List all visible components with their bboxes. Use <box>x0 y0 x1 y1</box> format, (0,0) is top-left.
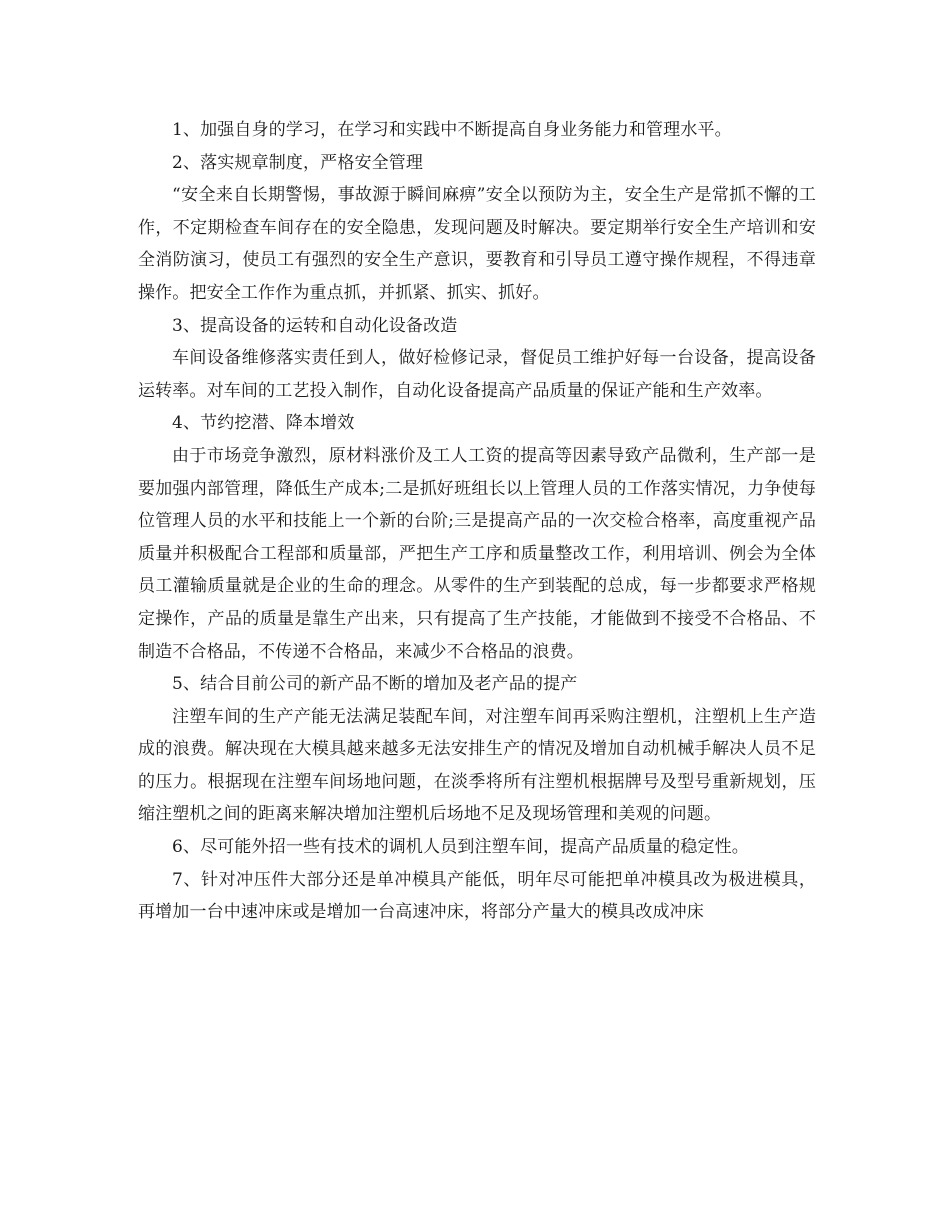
paragraph-item-1: 1、加强自身的学习，在学习和实践中不断提高自身业务能力和管理水平。 <box>172 120 732 140</box>
document-body <box>138 114 816 929</box>
paragraph-heading-4: 4、节约挖潜、降本增效 <box>172 413 355 434</box>
paragraph-heading-5: 5、结合目前公司的新产品不断的增加及老产品的提产 <box>172 674 578 695</box>
paragraph-heading-3: 3、提高设备的运转和自动化设备改造 <box>172 315 458 336</box>
paragraph-heading-2: 2、落实规章制度，严格安全管理 <box>172 152 424 173</box>
paragraph-body: 由于市场竞争激烈，原材料涨价及工人工资的提高等因素导致产品微利，生产部一是要加强内部管理，降低生产成本;二是抓好班组长以上管理人员的工作落实情况，力争使每位管理人员的水平和技能上一个新的台阶;三是提高产品的一次交检合格率，高度重视产品质量并积极配合工程部和质量部，严把生产工序和质量整改工作，利用培训、例会为全体员工灌输质量就是企业的生命的理念。从零件的生产到装配的总成，每一步都要求严格规定操作，产品的质量是靠生产出来，只有提高了生产技能，才能做到不接受不合格品、不制造不合格品，不传递不合格品，来减少不合格品的浪费。 <box>138 445 816 662</box>
paragraph-body: “安全来自长期警惕，事故源于瞬间麻痹”安全以预防为主，安全生产是常抓不懈的工作，不定期检查车间存在的安全隐患，发现问题及时解决。要定期举行安全生产培训和安全消防演习，使员工有强烈的安全生产意识，要教育和引导员工遵守操作规程，不得违章操作。把安全工作作为重点抓，并抓紧、抓实、抓好。 <box>138 185 816 303</box>
paragraph-body: 车间设备维修落实责任到人，做好检修记录，督促员工维护好每一台设备，提高设备运转率。对车间的工艺投入制作，自动化设备提高产品质量的保证产能和生产效率。 <box>138 348 816 401</box>
paragraph-body: 注塑车间的生产产能无法满足装配车间，对注塑车间再采购注塑机，注塑机上生产造成的浪费。解决现在大模具越来越多无法安排生产的情况及增加自动机械手解决人员不足的压力。根据现在注塑车间场地问题，在淡季将所有注塑机根据牌号及型号重新规划，压缩注塑机之间的距离来解决增加注塑机后场地不足及现场管理和美观的问题。 <box>138 706 816 825</box>
paragraph-item-7: 7、针对冲压件大部分还是单冲模具产能低，明年尽可能把单冲模具改为极进模具，再增加一台中速冲床或是增加一台高速冲床，将部分产量大的模具改成冲床 <box>138 869 816 923</box>
paragraph-item-6: 6、尽可能外招一些有技术的调机人员到注塑车间，提高产品质量的稳定性。 <box>172 837 749 858</box>
